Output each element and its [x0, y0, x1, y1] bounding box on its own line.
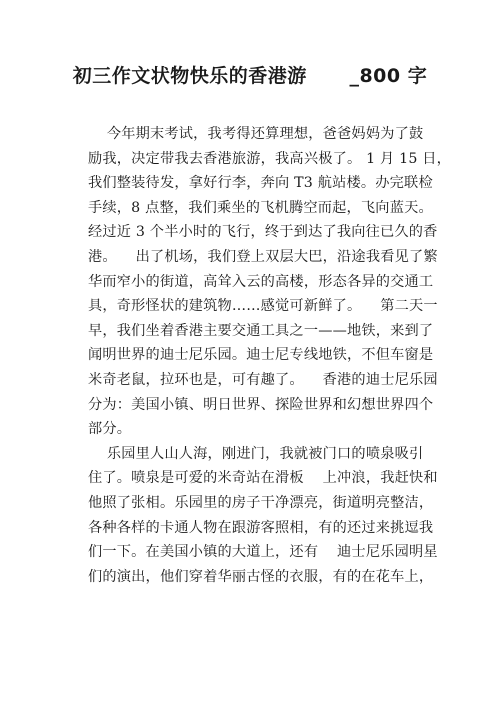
document-title: 初三作文状物快乐的香港游 _800 字 — [72, 65, 428, 87]
body-line: 住了。喷泉是可爱的米奇站在滑板 上冲浪，我赶快和 — [88, 470, 438, 487]
body-line: 米奇老鼠，拉环也是，可有趣了。 香港的迪士尼乐园 — [88, 371, 438, 388]
body-line: 分为：美国小镇、明日世界、探险世界和幻想世界四个 — [88, 396, 434, 413]
body-line: 手续，8 点整，我们乘坐的飞机腾空而起，飞向蓝天。 — [88, 199, 433, 216]
body-line: 我们整装待发，拿好行李，奔向 T3 航站楼。办完联检 — [88, 175, 433, 192]
body-line: 励我，决定带我去香港旅游，我高兴极了。 1 月 15 日， — [88, 150, 452, 167]
body-line: 各种各样的卡通人物在跟游客照相，有的还过来挑逗我 — [88, 519, 434, 536]
body-line: 乐园里人山人海，刚进门，我就被门口的喷泉吸引 — [88, 445, 424, 462]
body-line: 早，我们坐着香港主要交通工具之一——地铁，来到了 — [88, 322, 434, 339]
body-line: 具，奇形怪状的建筑物……感觉可新鲜了。 第二天一 — [88, 298, 438, 315]
body-line: 华而窄小的街道，高耸入云的高楼，形态各异的交通工 — [88, 273, 434, 290]
body-line: 他照了张相。乐园里的房子干净漂亮，街道明亮整洁， — [88, 494, 434, 511]
body-line: 们一下。在美国小镇的大道上，还有 迪士尼乐园明星 — [88, 544, 438, 561]
body-line: 经过近 3 个半小时的飞行，终于到达了我向往已久的香 — [88, 224, 438, 241]
document-body — [88, 122, 452, 589]
body-line: 港。 出了机场，我们登上双层大巴，沿途我看见了繁 — [88, 248, 438, 265]
body-line: 部分。 — [88, 421, 132, 438]
body-line: 今年期末考试，我考得还算理想，爸爸妈妈为了鼓 — [88, 126, 424, 142]
body-line: 们的演出，他们穿着华丽古怪的衣服，有的在花车上， — [88, 568, 434, 585]
body-line: 闻明世界的迪士尼乐园。迪士尼专线地铁，不但车窗是 — [88, 347, 434, 364]
